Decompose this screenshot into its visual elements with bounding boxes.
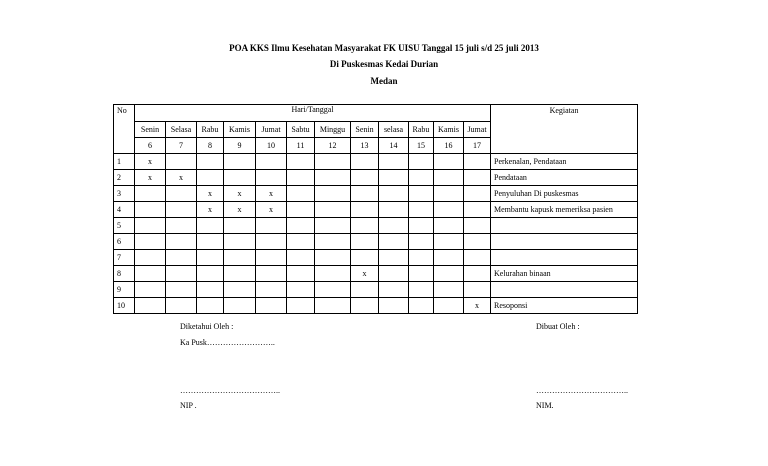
day-header: Jumat [256,122,287,138]
schedule-mark [315,202,351,218]
row-number: 5 [114,218,135,234]
schedule-mark [434,154,464,170]
schedule-mark [315,186,351,202]
schedule-mark [166,234,197,250]
schedule-mark [351,298,379,314]
schedule-mark [315,234,351,250]
row-number: 9 [114,282,135,298]
date-header: 17 [464,138,491,154]
schedule-mark [315,266,351,282]
schedule-mark [351,218,379,234]
day-header: Jumat [464,122,491,138]
right-signature-line: …………………………….. [536,386,628,395]
schedule-mark [379,250,409,266]
schedule-mark [166,298,197,314]
ka-pusk-label: Ka Pusk…………………….. [180,338,275,347]
schedule-mark [224,154,256,170]
schedule-mark [409,170,434,186]
day-header: Senin [351,122,379,138]
schedule-mark [379,234,409,250]
schedule-table [113,104,638,314]
date-header: 13 [351,138,379,154]
schedule-mark [287,154,315,170]
schedule-mark [287,234,315,250]
schedule-mark: x [256,186,287,202]
schedule-mark [166,186,197,202]
schedule-mark [166,282,197,298]
table-row [114,282,638,298]
schedule-mark [409,186,434,202]
row-number: 2 [114,170,135,186]
schedule-mark [197,218,224,234]
document-title: POA KKS Ilmu Kesehatan Masyarakat FK UISU Tanggal 15 juli s/d 25 juli 2013 [229,43,539,53]
row-number: 1 [114,154,135,170]
schedule-mark [351,282,379,298]
row-number: 7 [114,250,135,266]
schedule-mark [256,298,287,314]
schedule-mark [287,266,315,282]
table-row [114,154,638,170]
schedule-mark [224,282,256,298]
schedule-mark [409,282,434,298]
schedule-mark [315,282,351,298]
schedule-mark [379,298,409,314]
schedule-mark [315,250,351,266]
schedule-mark: x [351,266,379,282]
schedule-mark [351,186,379,202]
schedule-mark [256,266,287,282]
schedule-mark [197,250,224,266]
schedule-mark [409,154,434,170]
kegiatan-cell: Kelurahan binaan [491,266,638,282]
schedule-mark [409,218,434,234]
schedule-mark [351,234,379,250]
schedule-mark [287,282,315,298]
schedule-mark [224,170,256,186]
schedule-mark [434,250,464,266]
document-subtitle-location: Di Puskesmas Kedai Durian [329,59,439,69]
kegiatan-header: Kegiatan [491,105,638,154]
date-header: 9 [224,138,256,154]
schedule-mark [224,218,256,234]
schedule-mark [315,154,351,170]
schedule-mark [197,298,224,314]
schedule-mark [135,298,166,314]
schedule-mark: x [464,298,491,314]
schedule-mark [224,250,256,266]
known-by-label: Diketahui Oleh : [180,322,234,331]
schedule-mark [166,218,197,234]
schedule-mark: x [135,154,166,170]
schedule-mark [409,250,434,266]
schedule-mark [464,186,491,202]
made-by-label: Dibuat Oleh : [536,322,580,331]
schedule-mark [287,186,315,202]
schedule-mark [197,234,224,250]
schedule-mark [197,266,224,282]
schedule-mark [351,202,379,218]
day-header: selasa [379,122,409,138]
table-row [114,234,638,250]
schedule-mark [464,154,491,170]
schedule-mark [287,170,315,186]
schedule-mark [256,250,287,266]
schedule-mark [224,298,256,314]
schedule-mark [256,234,287,250]
kegiatan-cell: Penyuluhan Di puskesmas [491,186,638,202]
schedule-mark [315,170,351,186]
table-row [114,170,638,186]
table-row [114,250,638,266]
schedule-mark [379,218,409,234]
schedule-mark [135,234,166,250]
schedule-mark [135,186,166,202]
schedule-mark [287,298,315,314]
schedule-mark [166,202,197,218]
kegiatan-cell: Membantu kapusk memeriksa pasien [491,202,638,218]
day-header: Sabtu [287,122,315,138]
date-header: 8 [197,138,224,154]
schedule-mark [434,218,464,234]
nip-label: NIP . [180,401,197,410]
schedule-mark [434,298,464,314]
schedule-mark: x [256,202,287,218]
row-number: 10 [114,298,135,314]
table-row [114,186,638,202]
schedule-mark [434,170,464,186]
date-header: 12 [315,138,351,154]
schedule-mark [135,266,166,282]
schedule-mark [379,154,409,170]
schedule-mark [409,298,434,314]
schedule-mark: x [166,170,197,186]
no-header: No [114,105,135,154]
date-header: 14 [379,138,409,154]
date-header: 6 [135,138,166,154]
date-header: 16 [434,138,464,154]
schedule-mark [379,186,409,202]
schedule-mark: x [224,186,256,202]
schedule-mark [464,170,491,186]
day-header: Senin [135,122,166,138]
schedule-mark [409,202,434,218]
schedule-mark [464,202,491,218]
schedule-mark [197,170,224,186]
schedule-mark [135,218,166,234]
schedule-mark [464,218,491,234]
date-header: 15 [409,138,434,154]
schedule-mark [315,218,351,234]
day-header: Kamis [434,122,464,138]
schedule-mark [409,234,434,250]
schedule-mark [379,282,409,298]
schedule-mark [256,218,287,234]
kegiatan-cell: Perkenalan, Pendataan [491,154,638,170]
table-row [114,202,638,218]
schedule-mark [287,250,315,266]
schedule-mark [287,202,315,218]
kegiatan-cell [491,218,638,234]
schedule-mark [135,202,166,218]
row-number: 6 [114,234,135,250]
kegiatan-cell [491,250,638,266]
schedule-mark: x [224,202,256,218]
schedule-mark [256,154,287,170]
schedule-mark: x [135,170,166,186]
schedule-mark [135,282,166,298]
kegiatan-cell [491,282,638,298]
schedule-mark [135,250,166,266]
schedule-mark [434,234,464,250]
schedule-mark [434,202,464,218]
schedule-mark [409,266,434,282]
schedule-mark [434,282,464,298]
row-number: 3 [114,186,135,202]
schedule-mark [166,266,197,282]
schedule-mark [256,282,287,298]
schedule-mark [224,266,256,282]
schedule-mark [379,202,409,218]
table-row [114,298,638,314]
schedule-mark [434,266,464,282]
day-header: Rabu [197,122,224,138]
schedule-mark [464,266,491,282]
schedule-mark [464,234,491,250]
day-header: Kamis [224,122,256,138]
schedule-mark [379,266,409,282]
kegiatan-cell: Resoponsi [491,298,638,314]
header-row-days [114,105,638,122]
row-number: 4 [114,202,135,218]
schedule-mark [256,170,287,186]
date-header: 10 [256,138,287,154]
schedule-mark [351,250,379,266]
table-row [114,218,638,234]
table-row [114,266,638,282]
document-subtitle-city: Medan [370,76,398,86]
schedule-mark [315,298,351,314]
nim-label: NIM. [536,401,554,410]
left-signature-line: ……………………………….. [180,386,280,395]
day-header: Selasa [166,122,197,138]
schedule-mark [166,250,197,266]
schedule-mark: x [197,186,224,202]
row-number: 8 [114,266,135,282]
schedule-mark [197,154,224,170]
kegiatan-cell: Pendataan [491,170,638,186]
schedule-mark: x [197,202,224,218]
kegiatan-cell [491,234,638,250]
schedule-mark [197,282,224,298]
schedule-mark [434,186,464,202]
date-header: 11 [287,138,315,154]
schedule-mark [166,154,197,170]
schedule-mark [379,170,409,186]
schedule-mark [224,234,256,250]
hari-tanggal-header: Hari/Tanggal [135,105,491,122]
date-header: 7 [166,138,197,154]
day-header: Minggu [315,122,351,138]
schedule-mark [351,170,379,186]
schedule-mark [464,282,491,298]
schedule-mark [287,218,315,234]
schedule-mark [464,250,491,266]
day-header: Rabu [409,122,434,138]
schedule-mark [351,154,379,170]
